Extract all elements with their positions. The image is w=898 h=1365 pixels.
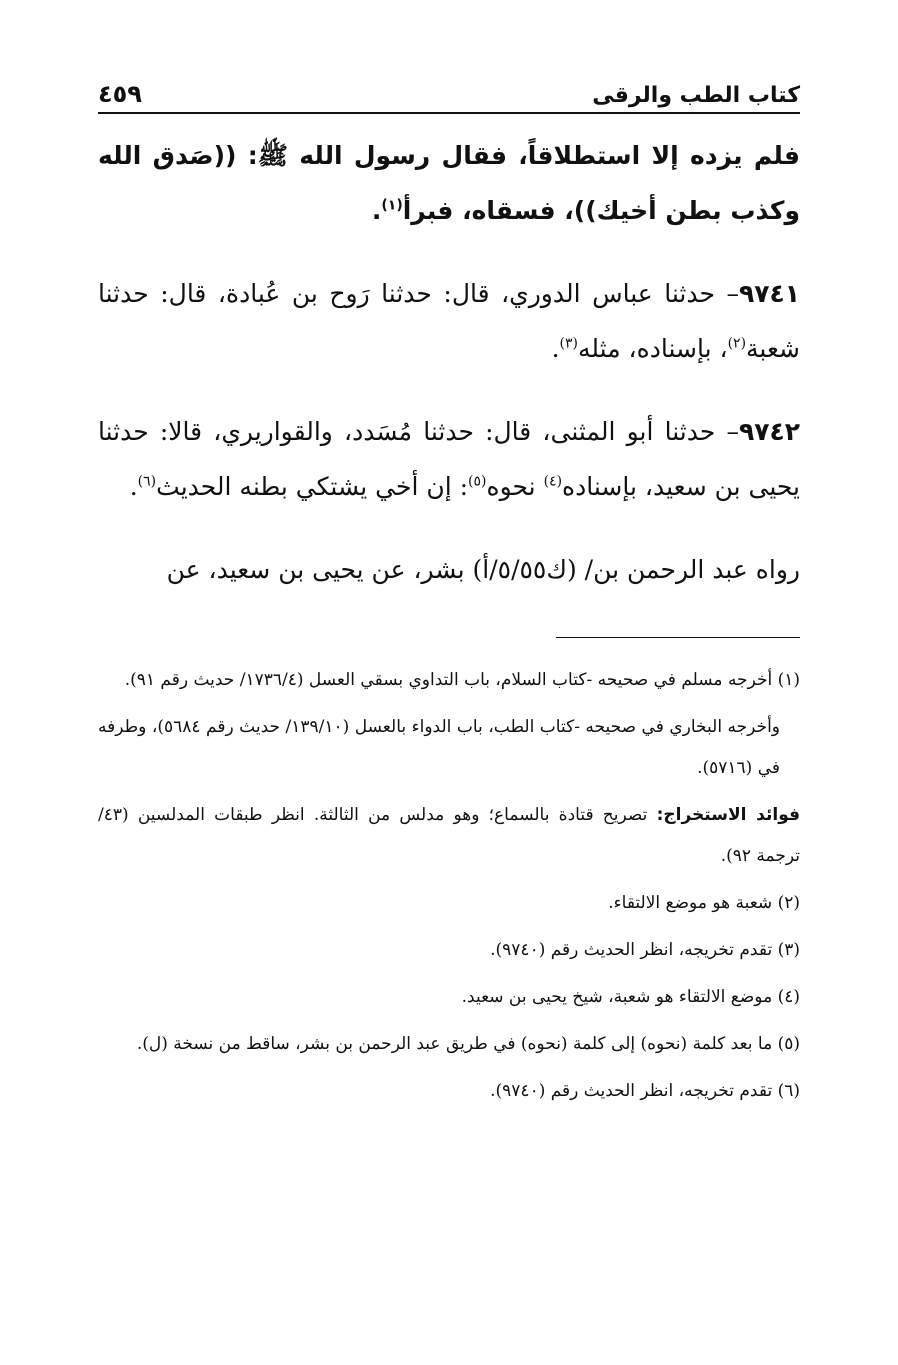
footnote-4: (٤) موضع الالتقاء هو شعبة، شيخ يحيى بن سعيد. xyxy=(461,987,800,1007)
paragraph-text: فلم يزده إلا استطلاقاً، فقال رسول الله ﷺ: ((صَدق الله وكذب بطن أخيك))، فسقاه، فبرأ xyxy=(98,141,800,225)
footnote-ref: (١) xyxy=(381,197,403,214)
footnote-1-benefits xyxy=(98,795,800,877)
footnote-ref: (٣) xyxy=(559,335,578,352)
footnote-6: (٦) تقدم تخريجه، انظر الحديث رقم (٩٧٤٠). xyxy=(490,1081,800,1101)
paragraph-hadith-9741: ٩٧٤١– حدثنا عباس الدوري، قال: حدثنا رَوح بن عُبادة، قال: حدثنا شعبة$^{(٢)}$، بإسناده، مثله$^{(٣)}$. xyxy=(98,279,800,363)
paragraph-text: : إن أخي يشتكي بطنه الحديث xyxy=(156,472,469,501)
benefits-label: فوائد الاستخراج: xyxy=(656,805,800,825)
footnote-separator xyxy=(556,637,800,638)
footnotes xyxy=(98,660,800,1118)
footnote-ref: (٥) xyxy=(468,473,487,490)
footnote-1-continued: وأخرجه البخاري في صحيحه -كتاب الطب، باب الدواء بالعسل (١٣٩/١٠/ حديث رقم ٥٦٨٤)، وطرفه في (٥٧١٦). xyxy=(98,717,780,778)
footnote-3: (٣) تقدم تخريجه، انظر الحديث رقم (٩٧٤٠). xyxy=(490,940,800,960)
paragraph-hadith-end: فلم يزده إلا استطلاقاً، فقال رسول الله ﷺ: ((صَدق الله وكذب بطن أخيك))، فسقاه، فبرأ$^{(١)}$. xyxy=(98,141,800,225)
paragraph-text: ، بإسناده، مثله xyxy=(578,334,728,363)
running-header xyxy=(98,72,800,108)
benefits-text: تصريح قتادة بالسماع؛ وهو مدلس من الثالثة. انظر طبقات المدلسين (٤٣/ ترجمة ٩٢). xyxy=(98,805,800,866)
footnote-ref: (٤) xyxy=(543,473,563,490)
footnote-2: (٢) شعبة هو موضع الالتقاء. xyxy=(608,893,800,913)
footnote-ref: (٢) xyxy=(727,335,747,352)
paragraph-hadith-9742: ٩٧٤٢– حدثنا أبو المثنى، قال: حدثنا مُسَدد، والقواريري، قالا: حدثنا يحيى بن سعيد، بإسناده$^{(٤)}$ نحوه$^{(٥)}$: إن أخي يشتكي بطنه الحديث$^{(٦)}$. xyxy=(98,417,800,501)
main-text xyxy=(98,128,800,597)
paragraph-text: نحوه xyxy=(486,472,544,501)
paragraph-text: – حدثنا عباس الدوري، قال: حدثنا رَوح بن عُبادة، قال: حدثنا شعبة xyxy=(98,279,800,363)
paragraph-text: – حدثنا أبو المثنى، قال: حدثنا مُسَدد، والقواريري، قالا: حدثنا يحيى بن سعيد، بإسناده xyxy=(98,417,800,501)
page-number: ٤٥٩ xyxy=(98,80,142,108)
hadith-number: ٩٧٤١ xyxy=(738,279,800,308)
footnote-5: (٥) ما بعد كلمة (نحوه) إلى كلمة (نحوه) في طريق عبد الرحمن بن بشر، ساقط من نسخة (ل). xyxy=(136,1034,800,1054)
footnote-1: (١) أخرجه مسلم في صحيحه -كتاب السلام، باب التداوي بسقي العسل (١٧٣٦/٤/ حديث رقم ٩١). xyxy=(124,670,800,690)
chapter-title: كتاب الطب والرقى xyxy=(592,83,800,108)
footnote-ref: (٦) xyxy=(137,473,157,490)
paragraph-narration: رواه عبد الرحمن بن/ (ك٥/٥٥/أ) بشر، عن يحيى بن سعيد، عن xyxy=(166,555,800,584)
hadith-number: ٩٧٤٢ xyxy=(738,417,800,446)
header-rule xyxy=(98,112,800,114)
